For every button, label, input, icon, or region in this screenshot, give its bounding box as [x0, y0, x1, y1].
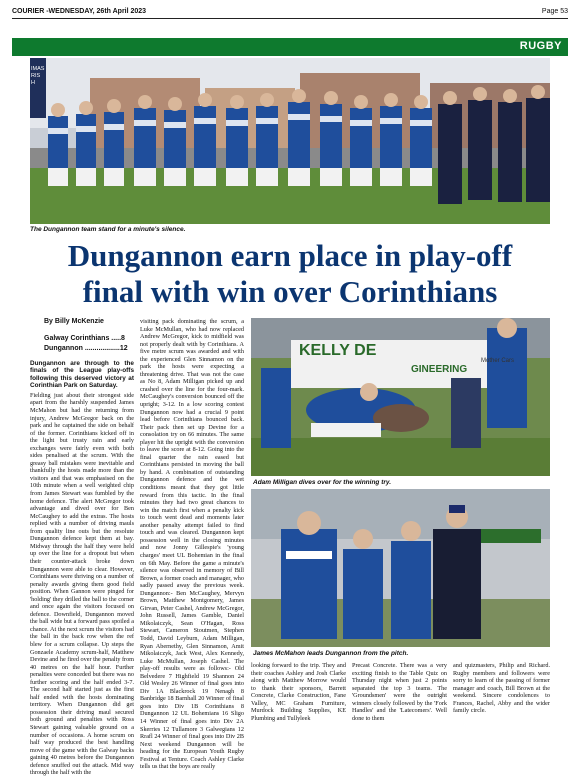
winning-try-photo — [251, 318, 550, 476]
sponsor-banner-sub: GINEERING — [411, 364, 468, 375]
section-bar — [12, 38, 568, 56]
page-number: Page 53 — [541, 8, 568, 15]
headline — [12, 238, 568, 310]
article-column-3: looking forward to the trip. They and their coaches Ashley and Josh Clarke along with Matthew Morrow would to thank their sponsors, Barrett Concrete, Clarke Construction, Fane Valley, MC Graham Furniture, Murdock Building Supplies, KE Plumbing and Tullyleek — [251, 662, 346, 722]
headline-line-1: Dungannon earn place in play-off — [67, 238, 513, 273]
headline-line-2: final with win over Corinthians — [82, 274, 498, 309]
leaving-pitch-photo — [251, 489, 550, 647]
winning-try-caption: Adam Milligan dives over for the winning try. — [253, 479, 392, 486]
team-silence-caption: The Dungannon team stand for a minute's silence. — [30, 226, 186, 233]
article-column-2 — [140, 318, 244, 771]
byline: By Billy McKenzie — [44, 318, 104, 325]
header-rule — [12, 18, 568, 19]
sponsor-banner-text: KELLY DE — [299, 342, 377, 359]
section-label: RUGBY — [519, 40, 562, 52]
article-column-4: Precast Concrete. There was a very exciting finish to the Table Quiz on Thursday night when just 2 points separated the top 3 teams. The 'Groundsmen' were the outright winners closely followed by the 'Fork Handles' and the 'Latecomers'. Well done to them — [352, 662, 447, 722]
leaving-pitch-caption: James McMahon leads Dungannon from the pitch. — [253, 650, 409, 657]
team-silence-photo — [30, 58, 550, 224]
article-lead: Dungannon are through to the finals of the League play-offs following this deserved victory at Corinthian Park on Saturday. — [30, 359, 134, 390]
score-line-1: Galway Corinthians .....8 — [44, 334, 125, 342]
score-line-2: Dungannon ..................12 — [44, 344, 128, 352]
column-1-body: Fielding just about their strongest side apart from the harshly suspended James McMahon but had the returning from injury, Andrew McGregor back on the park and he captained the side on behalf of the former. Corinthians kicked off in the light but trusty rain and early exchanges were fairly even with both sides penalised at the scrum. With the greasy ball mistakes were inevitable and thankfully the hosts made more than the visitors and that was emphasised on the 10th minute when a well weighted chip from James Stewart was fumbled by the home defence. The alert McGregor took advantage and dived over for Ben McCaughey to add the extras. The hosts replied with a number of driving mauls from quality line outs but the resolute Dungannon defence kept them at bay. Midway through the half they were held up over the line for a dropout but when their counter-attack broke down Dungannon were able to clear. However, Corinthians were thriving on a number of penalty awards giving them good field position. When Gannon were pinged for 'holding' they drilled the ball to the corner and once again the visitors focused on defence. Downfield, Dungannon moved the ball wide but a forward pass spoiled a chance. At the next scrum the visitors had the ball in the back row when the ref blew for a scrum collapse. Up steps the Gonzaele Academy scrum-half, Matthew Devine and he fired over the penalty from 40 metres on the half hour. Further penalties were conceded but there was no further scoring and the half ended 3-7. The second half started just as the first half ended with the hosts dominating territory. When Dungannon did get possession their driving maul secured both ground and penalties with Ross Stewart gaining valuable ground on a number of occasions. A home scrum on half way produced the best handling move of the game with the Galway backs gaining 40 metres before the Dungannon defence snuffed out the attack. Mid way through the half with the — [30, 391, 134, 777]
sign-text: IMAS RIS H — [31, 66, 45, 86]
article-column-5: and quizmasters, Philip and Richard. Rugby members and followers were sorry to learn of the passing of former manager and coach, Bill Brown at the weekend. Sincere condolences to Frances, Rachel, Abby and the wider family circle. — [453, 662, 550, 715]
sponsor-banner-small: Mother Cars — [481, 358, 515, 364]
column-2-body: visiting pack dominating the scrum, a Luke McMullan, who had now replaced Andrew McGregor, kick to midfield was not properly dealt with by Corinthians. A five metre scrum was awarded and with the experienced Glen Sinnamon on the park the hosts were expecting a threatening drive. That was not the case as No 8, Adam Milligan picked up and crashed over the line for the four-mark. McCaughey's conversion bounced off the upright; 3-12. In a low scoring contest Dungannon now had a crucial 9 point lead before Corinthians bounced back. Their pack then set up Devine for a consolation try on 66 minutes. The same player hit the upright with the conversion to leave the score at 8-12. Going into the final quarter the rain eased but Corinthians persisted in moving the ball by hand. A combination of outstanding Dungannon defence and the wet conditions meant that they got little reward from this tactic. In the final minutes they had two great chances to win the match first when a penalty kick to touch went dead and moments later another penalty attempt failed to find touch and was cleared. Dungannon kept possession well in the closing minutes and now Jonny Gillespie's 'young charges' meet UL Bohemian in the final on 6th May. Before the game a minute's silence was observed in memory of Bill Brown, a former coach and manager, who sadly passed away the previous week. Dungannon:- Ben McCaughey, Mervyn Brown, Matthew Montgomery, James Girvan, Peter Cashel, Andrew McGregor, John Russell, James Gamble, Daniel Mikolaiczyk, Sean O'Hagan, Ross Stewart, Cameron Stoutmen, Stephen Todd, David Leyburn, Adam Milligan, Ryan Abernethy, Glen Sinnamon, Amit Mikolaiczyk, Jack West, Alex Kennedy, Luke McMullan, Joseph Cashel. The play-off results were as follows:- Old Belvedere 7 Highfield 19 Shannon 24 Old Wesley 26 Winner of final goes into Div 1A Blackrock 19 Nenagh 8 Banbridge 18 Barnhall 20 Winner of final goes into Div 1B Corinthians 8 Dungannon 12 UL Bohemians 16 Sligo 14 Winner of final goes into Div 2A Skerries 12 Tullamore 3 Galwegians 12 Rrafl 24 Winner of final goes into Div 2B Next weekend Dungannon will be heading for the European Youth Rugby Festival at Tenture. Coach Ashley Clarke tells us that the boys are really — [140, 318, 244, 771]
page-header — [12, 6, 568, 18]
publication-date: COURIER -WEDNESDAY, 26th April 2023 — [12, 8, 147, 15]
article-column-1 — [30, 318, 134, 777]
